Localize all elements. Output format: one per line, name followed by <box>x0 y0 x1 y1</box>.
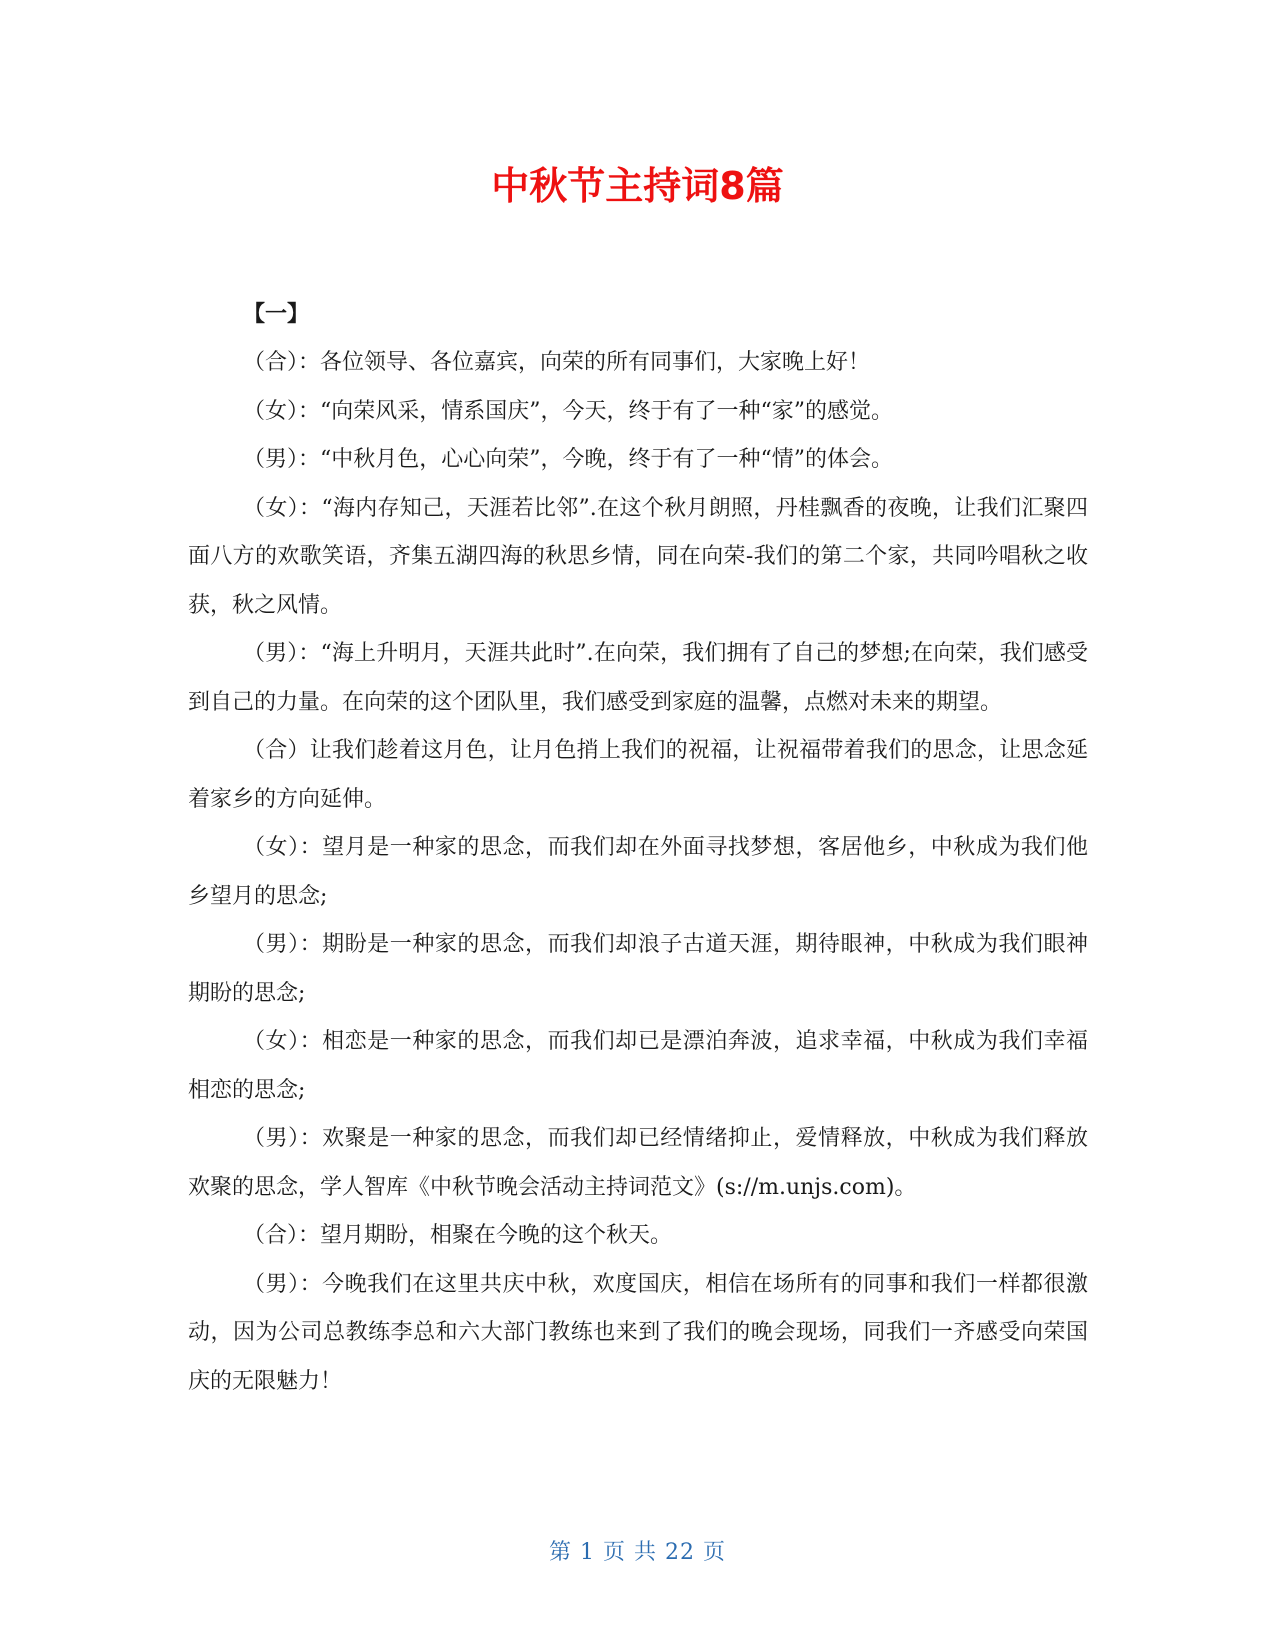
paragraph-3: （男）：“中秋月色，心心向荣”，今晚，终于有了一种“情”的体会。 <box>243 447 893 472</box>
paragraph-8: （男）：期盼是一种家的思念，而我们却浪子古道天涯，期待眼神，中秋成为我们眼神期盼的思念; <box>188 932 1088 1006</box>
document-title: 中秋节主持词8篇 <box>491 164 784 208</box>
paragraph-4: （女）：“海内存知己，天涯若比邻”.在这个秋月朗照，丹桂飘香的夜晚，让我们汇聚四面八方的欢歌笑语，齐集五湖四海的秋思乡情，同在向荣-我们的第二个家，共同吟唱秋之收获，秋之风情。 <box>188 495 1088 618</box>
page-number-footer: 第 1 页 共 22 页 <box>549 1540 726 1565</box>
paragraph-9: （女）：相恋是一种家的思念，而我们却已是漂泊奔波，追求幸福，中秋成为我们幸福相恋的思念; <box>188 1029 1088 1103</box>
paragraph-5: （男）：“海上升明月，天涯共此时”.在向荣，我们拥有了自己的梦想;在向荣，我们感受到自己的力量。在向荣的这个团队里，我们感受到家庭的温馨，点燃对未来的期望。 <box>188 641 1088 715</box>
paragraph-12: （男）：今晚我们在这里共庆中秋，欢度国庆，相信在场所有的同事和我们一样都很激动，因为公司总教练李总和六大部门教练也来到了我们的晚会现场，同我们一齐感受向荣国庆的无限魅力！ <box>188 1271 1088 1394</box>
paragraph-2: （女）：“向荣风采，情系国庆”，今天，终于有了一种“家”的感觉。 <box>243 398 893 424</box>
paragraph-1: （合）：各位领导、各位嘉宾，向荣的所有同事们，大家晚上好！ <box>243 350 871 375</box>
paragraph-10: （男）：欢聚是一种家的思念，而我们却已经情绪抑止，爱情释放，中秋成为我们释放欢聚的思念，学人智库《中秋节晚会活动主持词范文》(s://m.unjs.com)。 <box>188 1126 1088 1200</box>
paragraph-11: （合）：望月期盼，相聚在今晚的这个秋天。 <box>243 1223 673 1248</box>
paragraph-7: （女）：望月是一种家的思念，而我们却在外面寻找梦想，客居他乡，中秋成为我们他乡望月的思念; <box>188 835 1088 909</box>
paragraph-6: （合）让我们趁着这月色，让月色捎上我们的祝福，让祝福带着我们的思念，让思念延着家乡的方向延伸。 <box>188 738 1088 812</box>
section-heading: 【一】 <box>243 302 310 327</box>
document-body <box>188 291 1088 1406</box>
